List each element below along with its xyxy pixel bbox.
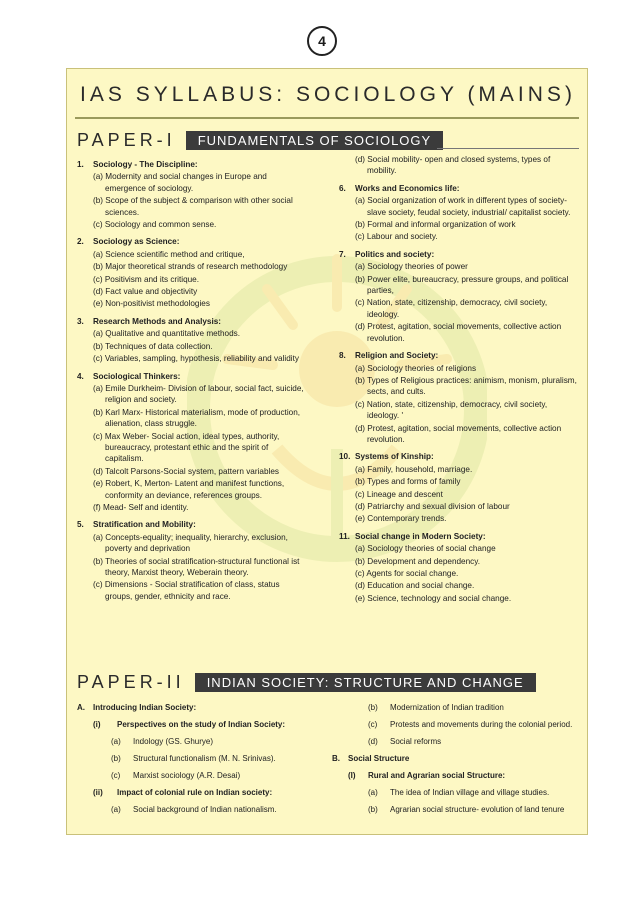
list-item bbox=[332, 784, 584, 801]
list-item bbox=[77, 767, 327, 784]
topic-item: (b) Power elite, bureaucracy, pressure groups, and political parties, bbox=[355, 274, 569, 296]
topic-item: (d) Patriarchy and sexual division of labour bbox=[355, 501, 510, 511]
subsection-ii-heading bbox=[77, 784, 327, 801]
section-number: 3. bbox=[77, 316, 84, 326]
topic-item: (e) Robert, K, Merton- Latent and manifest functions, conformity an deviance, references groups. bbox=[93, 479, 285, 500]
syllabus-panel bbox=[66, 68, 588, 835]
section-title: Works and Economics life: bbox=[355, 183, 460, 193]
item-key: (a) bbox=[111, 805, 121, 814]
subsection-I-label: (I) bbox=[348, 771, 356, 780]
paper1-label: PAPER-I bbox=[77, 130, 176, 150]
item-text: Agrarian social structure- evolution of land tenure bbox=[390, 805, 565, 814]
topic-item: (c) Agents for social change. bbox=[355, 569, 459, 578]
item-key: (c) bbox=[111, 771, 121, 780]
topic-item: (a) Sociology theories of power bbox=[355, 262, 468, 272]
item-text: Marxist sociology (A.R. Desai) bbox=[133, 771, 241, 780]
subsection-I-heading bbox=[332, 767, 584, 784]
topic-item: (a) Family, household, marriage. bbox=[355, 464, 473, 474]
section-title: Politics and society: bbox=[355, 249, 435, 259]
topic-item: (d) Protest, agitation, social movements, collective action revolution. bbox=[355, 423, 562, 444]
item-text: Social background of Indian nationalism. bbox=[133, 805, 277, 814]
section-b-label: B. bbox=[332, 754, 340, 763]
section-number: 8. bbox=[339, 351, 346, 361]
section-number: 4. bbox=[77, 371, 84, 381]
paper1-left-column bbox=[77, 153, 309, 602]
section-b-heading bbox=[332, 750, 584, 767]
topic-item: (a) Sociology theories of social change bbox=[355, 544, 496, 554]
item-key: (a) bbox=[111, 737, 121, 746]
topic-item: (c) Nation, state, citizenship, democracy, civil society, ideology. bbox=[355, 298, 548, 319]
item-text: Modernization of Indian tradition bbox=[390, 703, 504, 712]
section-heading bbox=[339, 451, 579, 462]
topic-item: (a) Modernity and social changes in Europe and emergence of sociology. bbox=[93, 172, 267, 193]
item-text: The idea of Indian village and village studies. bbox=[390, 788, 550, 797]
item-key: (c) bbox=[368, 720, 378, 729]
section-title: Religion and Society: bbox=[355, 351, 439, 361]
paper2-heading: INDIAN SOCIETY: STRUCTURE AND CHANGE bbox=[195, 673, 536, 692]
topic-item: (b) Types and forms of family bbox=[355, 477, 461, 487]
topic-item: (b) Techniques of data collection. bbox=[93, 341, 213, 351]
item-key: (a) bbox=[368, 788, 378, 797]
topic-item: (c) Sociology and common sense. bbox=[93, 220, 217, 230]
topic-item: (d) Social mobility- open and closed systems, types of mobility. bbox=[355, 155, 551, 176]
topic-item: (a) Science scientific method and critique, bbox=[93, 249, 245, 259]
item-key: (d) bbox=[368, 737, 378, 746]
topic-item: (e) Contemporary trends. bbox=[355, 514, 447, 524]
section-number: 7. bbox=[339, 249, 346, 259]
section-title: Research Methods and Analysis: bbox=[93, 316, 222, 326]
section-heading bbox=[339, 249, 579, 260]
paper2-left-column bbox=[77, 699, 327, 818]
section-title: Sociology as Science: bbox=[93, 237, 180, 247]
section-heading bbox=[339, 350, 579, 361]
topic-item: (b) Major theoretical strands of research methodology bbox=[93, 262, 288, 272]
section-heading bbox=[77, 519, 309, 530]
section-heading bbox=[339, 531, 579, 542]
page-title: IAS SYLLABUS: SOCIOLOGY (MAINS) bbox=[80, 83, 576, 106]
topic-item: (d) Talcolt Parsons-Social system, pattern variables bbox=[93, 466, 279, 476]
topic-item: (a) Concepts-equality; inequality, hierarchy, exclusion, poverty and deprivation bbox=[93, 532, 288, 554]
section-title: Sociological Thinkers: bbox=[93, 371, 181, 381]
subsection-ii-title: Impact of colonial rule on Indian society: bbox=[117, 788, 273, 797]
paper2-header bbox=[77, 672, 536, 693]
topic-item: (d) Fact value and objectivity bbox=[93, 287, 198, 297]
paper1-rule bbox=[437, 148, 579, 149]
paper1-header bbox=[77, 130, 443, 151]
topic-item: (c) Positivism and its critique. bbox=[93, 274, 200, 284]
section-a-title: Introducing Indian Society: bbox=[93, 703, 197, 712]
topic-item: (b) Development and dependency. bbox=[355, 556, 481, 566]
section-heading bbox=[77, 159, 309, 170]
section-b-title: Social Structure bbox=[348, 754, 410, 763]
topic-item: (b) Karl Marx- Historical materialism, mode of production, alienation, class struggle. bbox=[93, 407, 301, 429]
topic-item: (e) Non-positivist methodologies bbox=[93, 299, 210, 309]
paper1-heading: FUNDAMENTALS OF SOCIOLOGY bbox=[186, 131, 444, 150]
page-number-badge: 4 bbox=[307, 26, 337, 56]
topic-item: (c) Variables, sampling, hypothesis, reliability and validity bbox=[93, 354, 299, 364]
subsection-ii-label: (ii) bbox=[93, 788, 103, 797]
section-heading bbox=[339, 183, 579, 194]
list-item bbox=[77, 750, 327, 767]
section-heading bbox=[77, 371, 309, 382]
item-key: (b) bbox=[368, 703, 378, 712]
topic-item: (c) Lineage and descent bbox=[355, 489, 443, 499]
item-text: Protests and movements during the colonial period. bbox=[390, 720, 573, 729]
topic-item: (b) Scope of the subject & comparison with other social sciences. bbox=[93, 196, 293, 217]
topic-item: (c) Max Weber- Social action, ideal types, authority, bureaucracy, protestant ethic and the spirit of capitalism. bbox=[93, 431, 280, 464]
topic-item: (f) Mead- Self and identity. bbox=[93, 502, 189, 512]
topic-item: (a) Emile Durkheim- Division of labour, social fact, suicide, religion and society. bbox=[93, 383, 304, 405]
section-a-label: A. bbox=[77, 703, 85, 712]
section-title: Social change in Modern Society: bbox=[355, 531, 486, 541]
section-number: 11. bbox=[339, 531, 350, 541]
topic-item: (d) Protest, agitation, social movements, collective action revolution. bbox=[355, 322, 562, 343]
section-number: 10. bbox=[339, 452, 351, 462]
section-heading bbox=[77, 316, 309, 327]
list-item bbox=[77, 733, 327, 750]
topic-item: (c) Dimensions - Social stratification of class, status groups, gender, ethnicity and race. bbox=[93, 580, 280, 601]
list-item bbox=[332, 733, 584, 750]
section-number: 5. bbox=[77, 520, 84, 530]
section-title: Sociology - The Discipline: bbox=[93, 160, 198, 169]
section-a-heading bbox=[77, 699, 327, 716]
title-divider bbox=[75, 117, 579, 119]
list-item bbox=[332, 699, 584, 716]
topic-item: (b) Types of Religious practices: animism, monism, pluralism, sects, and cults. bbox=[355, 375, 577, 397]
topic-item: (c) Nation, state, citizenship, democracy, civil society, ideology. ' bbox=[355, 399, 548, 421]
subsection-i-label: (i) bbox=[93, 720, 101, 729]
section-number: 6. bbox=[339, 183, 346, 193]
list-item bbox=[332, 716, 584, 733]
item-key: (b) bbox=[368, 805, 378, 814]
list-item bbox=[332, 801, 584, 818]
topic-item: (a) Social organization of work in different types of society-slave society, feudal society, industrial/ capitalist society. bbox=[355, 196, 571, 217]
section-number: 2. bbox=[77, 237, 84, 247]
item-key: (b) bbox=[111, 754, 121, 763]
section-title: Systems of Kinship: bbox=[355, 452, 434, 462]
topic-item: (c) Labour and society. bbox=[355, 232, 438, 242]
topic-item: (b) Theories of social stratification-structural functional ist theory, Marxist theory, Weberain theory. bbox=[93, 556, 300, 577]
subsection-i-title: Perspectives on the study of Indian Society: bbox=[117, 720, 286, 729]
list-item bbox=[77, 801, 327, 818]
topic-item: (d) Education and social change. bbox=[355, 581, 475, 591]
item-text: Social reforms bbox=[390, 737, 442, 746]
topic-item: (b) Formal and informal organization of work bbox=[355, 220, 516, 230]
topic-item: (a) Sociology theories of religions bbox=[355, 363, 477, 373]
subsection-I-title: Rural and Agrarian social Structure: bbox=[368, 771, 506, 780]
item-text: Indology (GS. Ghurye) bbox=[133, 737, 214, 746]
item-text: Structural functionalism (M. N. Srinivas). bbox=[133, 754, 276, 763]
section-title: Stratification and Mobility: bbox=[93, 520, 196, 530]
topic-item: (e) Science, technology and social change. bbox=[355, 593, 512, 603]
section-number: 1. bbox=[77, 160, 84, 169]
paper1-right-column bbox=[339, 153, 579, 604]
paper2-right-column bbox=[332, 699, 584, 818]
paper2-label: PAPER-II bbox=[77, 672, 185, 692]
topic-item: (a) Qualitative and quantitative methods. bbox=[93, 329, 241, 339]
section-heading bbox=[77, 236, 309, 247]
subsection-i-heading bbox=[77, 716, 327, 733]
